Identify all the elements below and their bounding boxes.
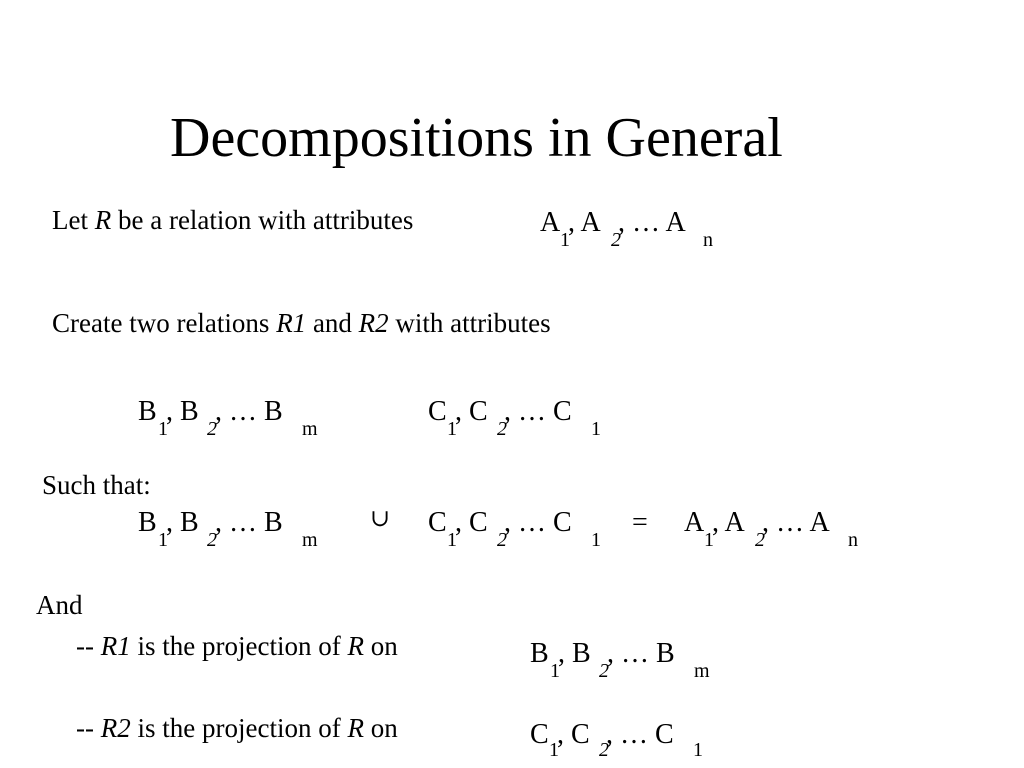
attr-b1: B (138, 507, 157, 538)
attr-c2-sub: 2 (599, 739, 609, 761)
relation-r1: R1 (276, 308, 307, 338)
slide-title: Decompositions in General (170, 107, 783, 169)
attr-b2: , B (166, 507, 199, 538)
attr-c1: C (530, 719, 549, 750)
attr-c-tail: , … C (504, 396, 572, 427)
attr-b-tail: , … B (215, 507, 283, 538)
projection-r2-line (76, 715, 398, 742)
attr-b1: B (530, 638, 549, 669)
relation-r2: R2 (358, 308, 389, 338)
attr-b1-sub: 1 (550, 660, 560, 682)
dash: -- (76, 713, 101, 743)
attr-c-tail: , … C (504, 507, 572, 538)
attr-c2: , C (455, 507, 488, 538)
relation-r: R (94, 205, 112, 235)
attr-b1-sub: 1 (158, 529, 168, 551)
projection-on: on (363, 713, 398, 743)
attr-b2-sub: 2 (599, 660, 609, 682)
projection-text: is the projection of (130, 713, 348, 743)
and-label: And (36, 590, 83, 620)
attr-a2: , A (712, 507, 745, 538)
attr-c1: C (428, 396, 447, 427)
attr-b2: , B (558, 638, 591, 669)
attr-a-tail: , … A (618, 207, 686, 238)
attr-c2-sub: 2 (497, 529, 507, 551)
equals-symbol: = (632, 507, 648, 538)
attr-b-tail: , … B (215, 396, 283, 427)
attr-c1-sub: 1 (549, 739, 559, 761)
attr-c2-sub: 2 (497, 418, 507, 440)
attr-b1: B (138, 396, 157, 427)
projection-on: on (363, 631, 398, 661)
projection-r1-line (76, 633, 398, 660)
let-text: Let (52, 205, 95, 235)
relation-r2: R2 (100, 713, 131, 743)
let-rest: be a relation with attributes (111, 205, 414, 235)
attr-bm-sub: m (694, 660, 710, 682)
attr-c1-sub: 1 (447, 529, 457, 551)
attr-a1-sub: 1 (560, 229, 570, 251)
create-and: and (306, 308, 359, 338)
attr-c-tail: , … C (606, 719, 674, 750)
attr-c1-sub: 1 (447, 418, 457, 440)
union-symbol: ∪ (370, 506, 391, 532)
attr-c2: , C (455, 396, 488, 427)
attr-a1: A (684, 507, 705, 538)
attr-a1-sub: 1 (704, 529, 714, 551)
relation-r: R (347, 631, 364, 661)
attr-c2: , C (557, 719, 590, 750)
relation-r: R (347, 713, 364, 743)
such-that-label: Such that: (42, 470, 151, 500)
attr-b2: , B (166, 396, 199, 427)
attr-bm-sub: m (302, 418, 318, 440)
dash: -- (76, 631, 101, 661)
attr-cl-sub: 1 (693, 739, 703, 761)
attr-b2-sub: 2 (207, 418, 217, 440)
attr-bm-sub: m (302, 529, 318, 551)
attr-a2-sub: 2 (755, 529, 765, 551)
attr-a2: , A (568, 207, 601, 238)
attr-b2-sub: 2 (207, 529, 217, 551)
attr-a1: A (540, 207, 561, 238)
attr-a-tail: , … A (762, 507, 830, 538)
create-line (52, 310, 551, 337)
projection-text: is the projection of (130, 631, 348, 661)
attr-a2-sub: 2 (611, 229, 621, 251)
attr-an-sub: n (848, 529, 858, 551)
attr-cl-sub: 1 (591, 529, 601, 551)
attr-cl-sub: 1 (591, 418, 601, 440)
attr-b-tail: , … B (607, 638, 675, 669)
attr-c1: C (428, 507, 447, 538)
attr-b1-sub: 1 (158, 418, 168, 440)
attr-an-sub: n (703, 229, 713, 251)
let-line (52, 207, 413, 234)
relation-r1: R1 (100, 631, 131, 661)
create-text: Create two relations (52, 308, 277, 338)
create-rest: with attributes (388, 308, 551, 338)
